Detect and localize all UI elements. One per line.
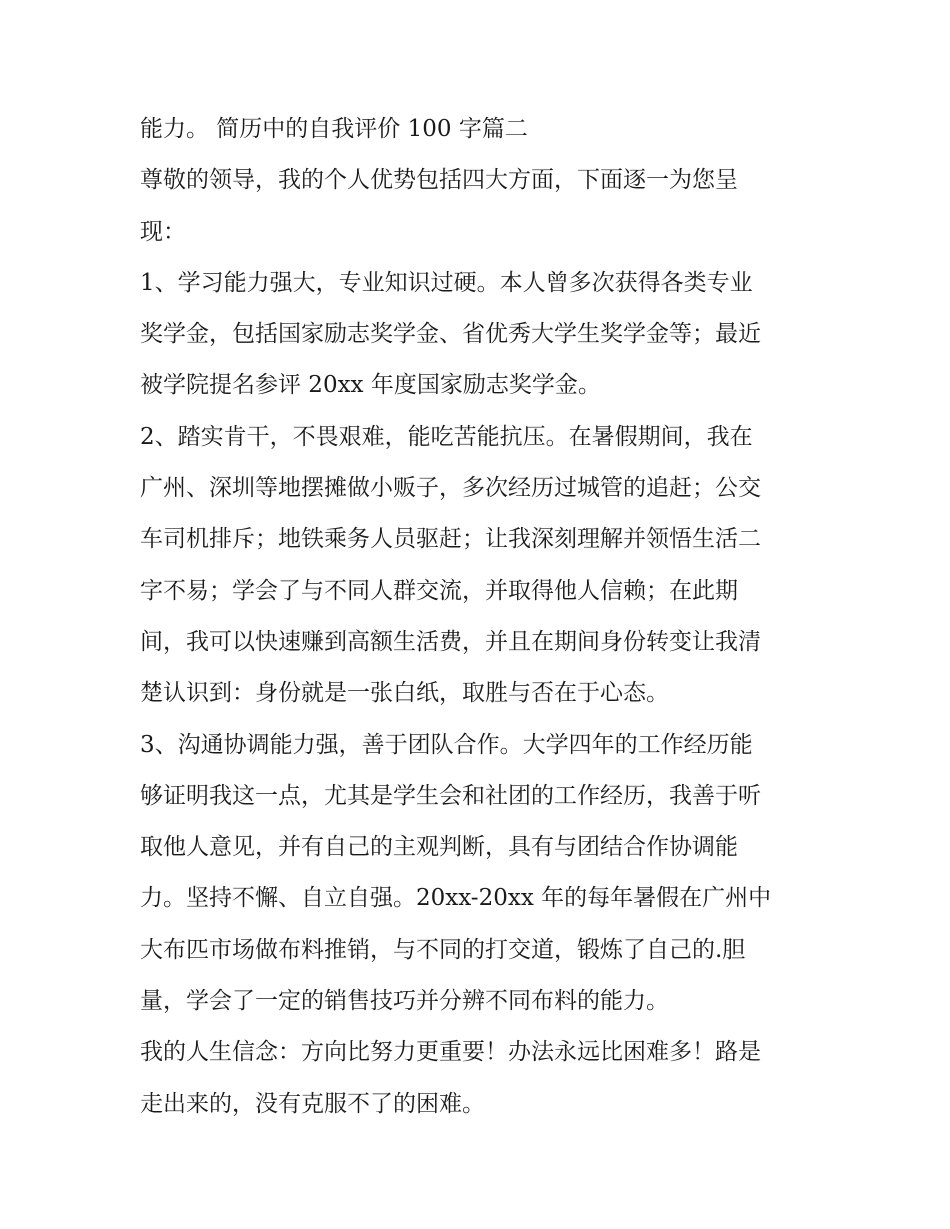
text-line: 楚认识到：身份就是一张白纸，取胜与否在于心态。 — [140, 680, 669, 707]
text-line: 能力。 简历中的自我评价 100 字篇二 — [140, 116, 528, 142]
text-line: 走出来的，没有克服不了的困难。 — [140, 1090, 485, 1117]
text-line: 3、沟通协调能力强，善于团队合作。大学四年的工作经历能 — [140, 731, 753, 758]
text-line: 被学院提名参评 20xx 年度国家励志奖学金。 — [140, 372, 601, 399]
text-line: 我的人生信念：方向比努力更重要！办法永远比困难多！路是 — [140, 1039, 761, 1066]
text-line: 大布匹市场做布料推销，与不同的打交道，锻炼了自己的.胆 — [140, 936, 746, 963]
text-line: 够证明我这一点，尤其是学生会和社团的工作经历，我善于听 — [140, 782, 761, 809]
document-body — [140, 104, 820, 1130]
text-line: 1、学习能力强大，专业知识过硬。本人曾多次获得各类专业 — [140, 269, 753, 296]
text-line: 奖学金，包括国家励志奖学金、省优秀大学生奖学金等；最近 — [140, 321, 761, 348]
text-line: 2、踏实肯干，不畏艰难，能吃苦能抗压。在暑假期间，我在 — [140, 423, 753, 450]
text-line: 间，我可以快速赚到高额生活费，并且在期间身份转变让我清 — [140, 628, 761, 655]
text-line: 车司机排斥；地铁乘务人员驱赶；让我深刻理解并领悟生活二 — [140, 526, 761, 553]
text-line: 取他人意见，并有自己的主观判断，具有与团结合作协调能 — [140, 834, 738, 861]
text-line: 现： — [140, 218, 186, 245]
text-line: 字不易；学会了与不同人群交流，并取得他人信赖；在此期 — [140, 577, 738, 604]
text-line: 力。坚持不懈、自立自强。20xx-20xx 年的每年暑假在广州中 — [140, 885, 772, 912]
text-line: 量，学会了一定的销售技巧并分辨不同布料的能力。 — [140, 988, 669, 1015]
text-line: 广州、深圳等地摆摊做小贩子，多次经历过城管的追赶；公交 — [140, 475, 761, 502]
text-line: 尊敬的领导，我的个人优势包括四大方面，下面逐一为您呈 — [140, 167, 738, 194]
